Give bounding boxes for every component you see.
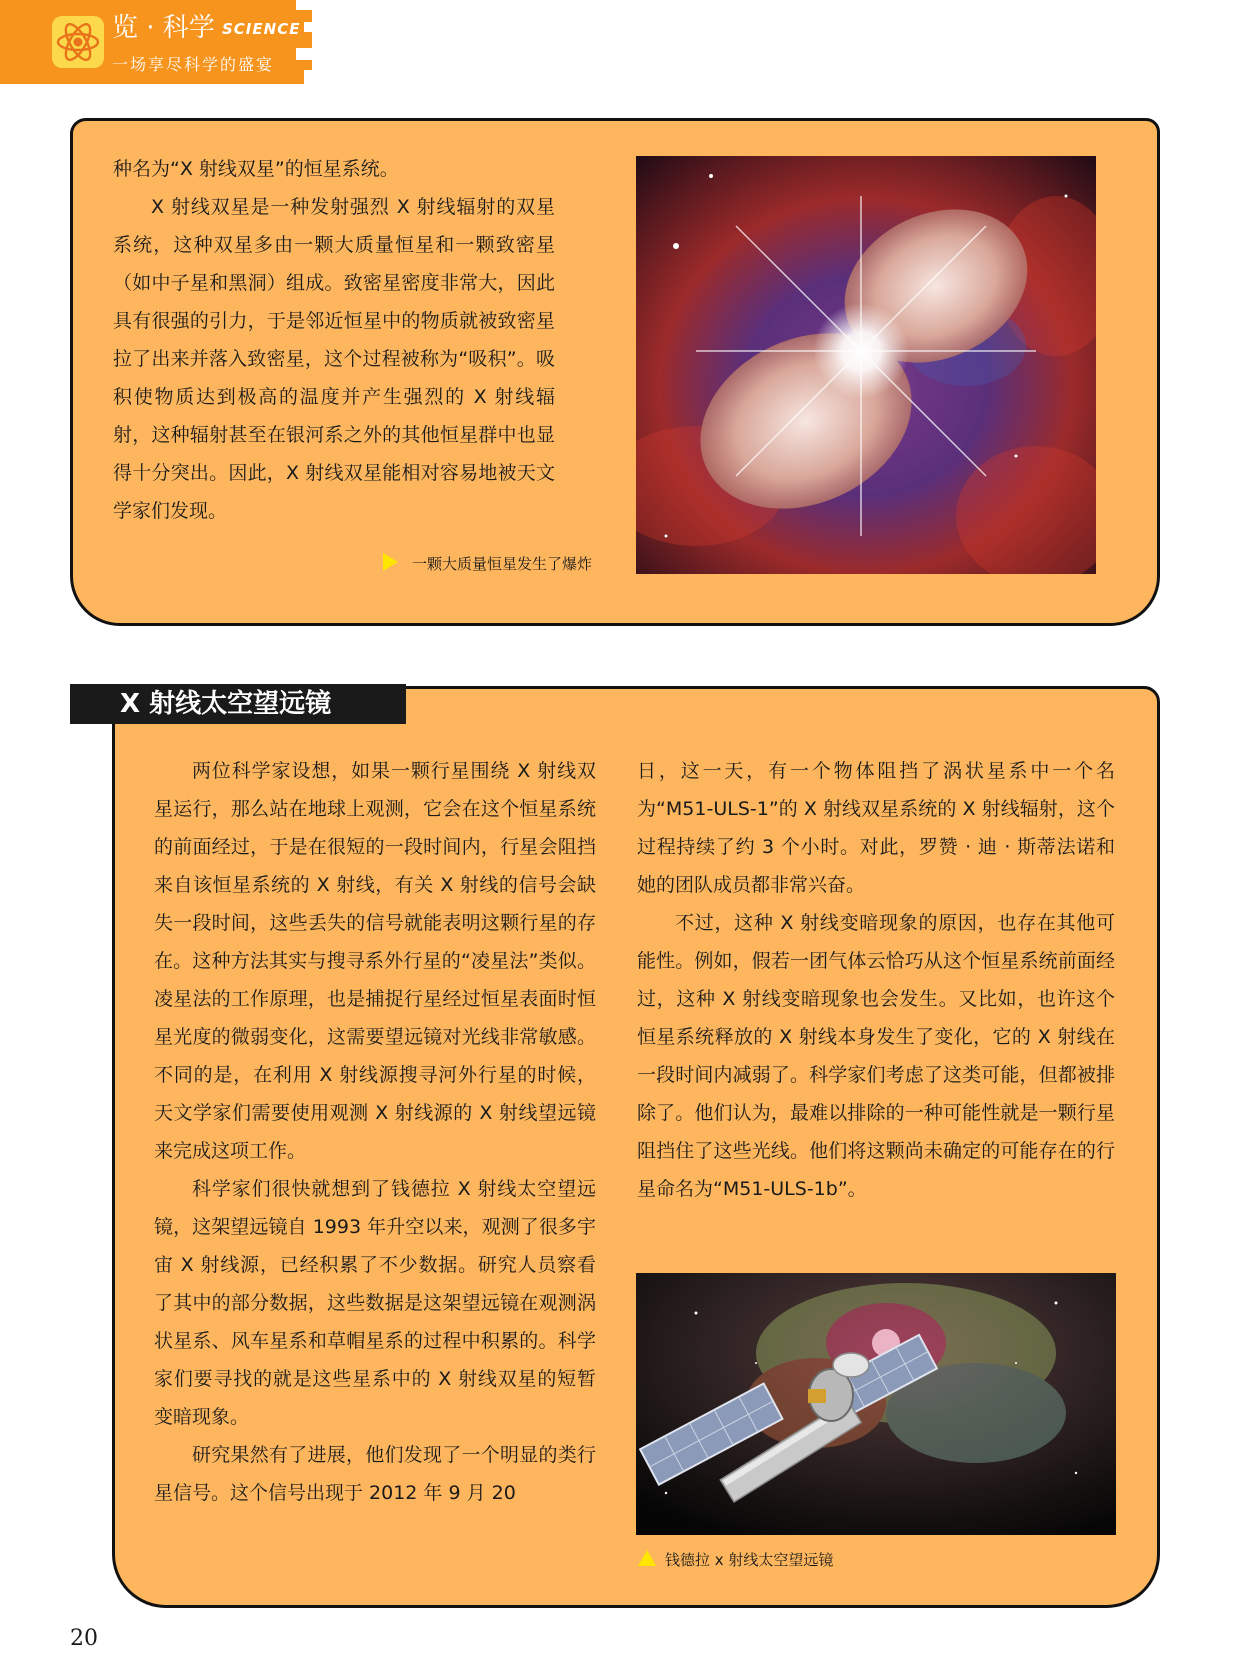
badge-notch (304, 70, 312, 84)
caption-arrow-icon (638, 1550, 656, 1566)
image-caption: 钱德拉 x 射线太空望远镜 (665, 1551, 834, 1569)
badge-notch (296, 48, 312, 60)
section-heading: X 射线太空望远镜 (120, 689, 332, 719)
page-number: 20 (70, 1626, 98, 1651)
article-column-left (154, 752, 596, 1512)
paragraph: 日，这一天，有一个物体阻挡了涡状星系中一个名为“M51-ULS-1”的 X 射线双星系统的 X 射线辐射，这个过程持续了约 3 个小时。对此，罗赞 · 迪 · 斯蒂法诺和她的团队成员都非常兴奋。 (637, 760, 1115, 896)
paragraph: X 射线双星是一种发射强烈 X 射线辐射的双星系统，这种双星多由一颗大质量恒星和一颗致密星（如中子星和黑洞）组成。致密星密度非常大，因此具有很强的引力，于是邻近恒星中的物质就被致密星拉了出来并落入致密星，这个过程被称为“吸积”。吸积使物质达到极高的温度并产生强烈的 X 射线辐射，这种辐射甚至在银河系之外的其他恒星群中也显得十分突出。因此，X 射线双星能相对容易地被天文学家们发现。 (113, 196, 555, 522)
paragraph: 不过，这种 X 射线变暗现象的原因，也存在其他可能性。例如，假若一团气体云恰巧从这个恒星系统前面经过，这种 X 射线变暗现象也会发生。又比如，也许这个恒星系统释放的 X 射线本身发生了变化，它的 X 射线在一段时间内减弱了。科学家们考虑了这类可能，但都被排除了。他们认为，最难以排除的一种可能性就是一颗行星阻挡住了这些光线。他们将这颗尚未确定的可能存在的行星命名为“M51-ULS-1b”。 (637, 912, 1115, 1200)
article-column-right (637, 752, 1115, 1208)
image-caption: 一颗大质量恒星发生了爆炸 (412, 555, 593, 573)
exploding-star-photo (636, 156, 1096, 574)
column-title: 览 · 科学 (112, 13, 215, 43)
atom-icon (52, 16, 104, 68)
paragraph: 种名为“X 射线双星”的恒星系统。 (113, 158, 399, 180)
panel1-text (113, 150, 555, 530)
column-subtitle: 一场享尽科学的盛宴 (112, 55, 275, 74)
header-badge (0, 0, 312, 84)
chandra-telescope-photo (636, 1273, 1116, 1535)
paragraph: 科学家们很快就想到了钱德拉 X 射线太空望远镜，这架望远镜自 1993 年升空以来，观测了很多宇宙 X 射线源，已经积累了不少数据。研究人员察看了其中的部分数据，这些数据是这架望远镜在观测涡状星系、风车星系和草帽星系的过程中积累的。科学家们要寻找的就是这些星系中的 X 射线双星的短暂变暗现象。 (154, 1178, 596, 1428)
paragraph: 两位科学家设想，如果一颗行星围绕 X 射线双星运行，那么站在地球上观测，它会在这个恒星系统的前面经过，于是在很短的一段时间内，行星会阻挡来自该恒星系统的 X 射线，有关 X 射线的信号会缺失一段时间，这些丢失的信号就能表明这颗行星的存在。这种方法其实与搜寻系外行星的“凌星法”类似。凌星法的工作原理，也是捕捉行星经过恒星表面时恒星光度的微弱变化，这需要望远镜对光线非常敏感。不同的是，在利用 X 射线源搜寻河外行星的时候，天文学家们需要使用观测 X 射线源的 X 射线望远镜来完成这项工作。 (154, 760, 596, 1162)
paragraph: 研究果然有了进展，他们发现了一个明显的类行星信号。这个信号出现于 2012 年 9 月 20 (154, 1444, 596, 1504)
badge-notch (304, 22, 312, 32)
badge-notch (296, 0, 312, 10)
column-title-en: SCIENCE (222, 20, 301, 38)
caption-arrow-icon (383, 553, 398, 571)
